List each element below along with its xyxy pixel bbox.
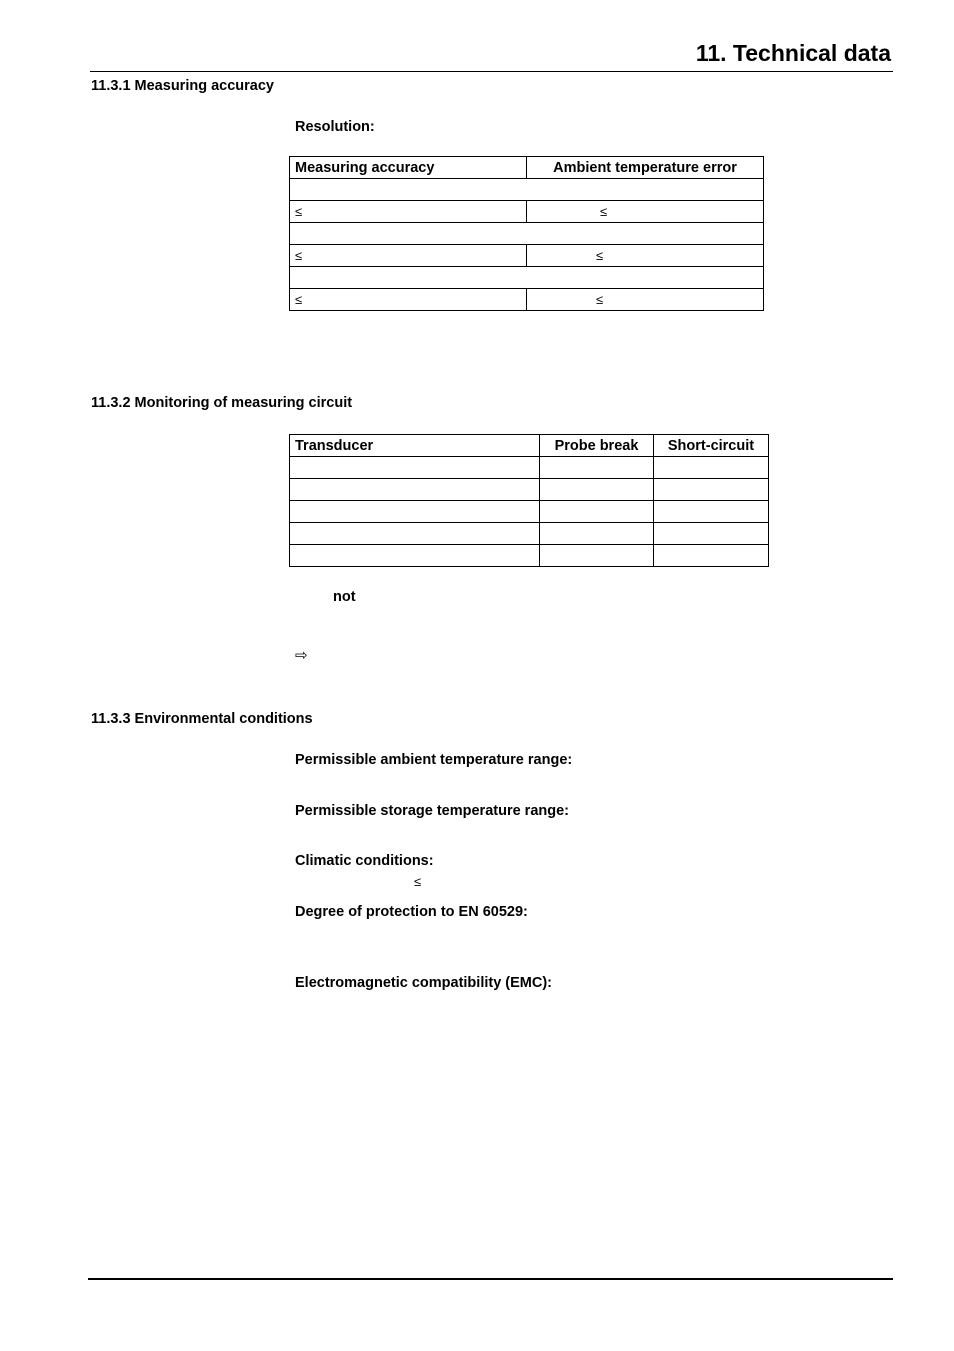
table-row [290, 545, 769, 567]
header-rule [90, 71, 893, 72]
col-header-transducer: Transducer [290, 435, 540, 457]
monitoring-table [289, 434, 769, 567]
table-row [290, 267, 764, 289]
section-title-monitoring: 11.3.2 Monitoring of measuring circuit [91, 395, 353, 411]
col-header-measuring-accuracy: Measuring accuracy [290, 157, 527, 179]
table-cell [290, 267, 764, 289]
leq-symbol: ≤ [295, 247, 303, 263]
resolution-label: Resolution: [295, 119, 375, 135]
section-title-environmental: 11.3.3 Environmental conditions [91, 711, 313, 727]
table-row [290, 523, 769, 545]
table-header-row [290, 435, 769, 457]
table-row [290, 179, 764, 201]
arrow-right-icon: ⇨ [295, 647, 308, 664]
table-row [290, 223, 764, 245]
leq-symbol: ≤ [414, 874, 422, 889]
table-row [290, 201, 764, 223]
leq-symbol: ≤ [295, 203, 303, 219]
chapter-title: 11. Technical data [695, 40, 891, 66]
table-row [290, 479, 769, 501]
col-header-probe-break: Probe break [540, 435, 654, 457]
col-header-ambient-temperature-error: Ambient temperature error [527, 157, 764, 179]
emc-label: Electromagnetic compatibility (EMC): [295, 975, 553, 991]
leq-symbol: ≤ [295, 291, 303, 307]
accuracy-table [289, 156, 764, 311]
climatic-conditions-label: Climatic conditions: [295, 853, 434, 869]
table-cell [290, 223, 764, 245]
table-row [290, 457, 769, 479]
table-row [290, 245, 764, 267]
section-title-measuring-accuracy: 11.3.1 Measuring accuracy [91, 78, 274, 94]
table-row [290, 501, 769, 523]
table-row [290, 289, 764, 311]
leq-symbol: ≤ [600, 203, 608, 219]
storage-temperature-label: Permissible storage temperature range: [295, 803, 569, 819]
not-label: not [333, 589, 356, 605]
footer-rule [88, 1278, 893, 1280]
leq-symbol: ≤ [596, 291, 604, 307]
col-header-short-circuit: Short-circuit [654, 435, 769, 457]
table-header-row [290, 157, 764, 179]
table-cell [290, 179, 764, 201]
ambient-temperature-label: Permissible ambient temperature range: [295, 752, 573, 768]
leq-symbol: ≤ [596, 247, 604, 263]
degree-of-protection-label: Degree of protection to EN 60529: [295, 904, 528, 920]
